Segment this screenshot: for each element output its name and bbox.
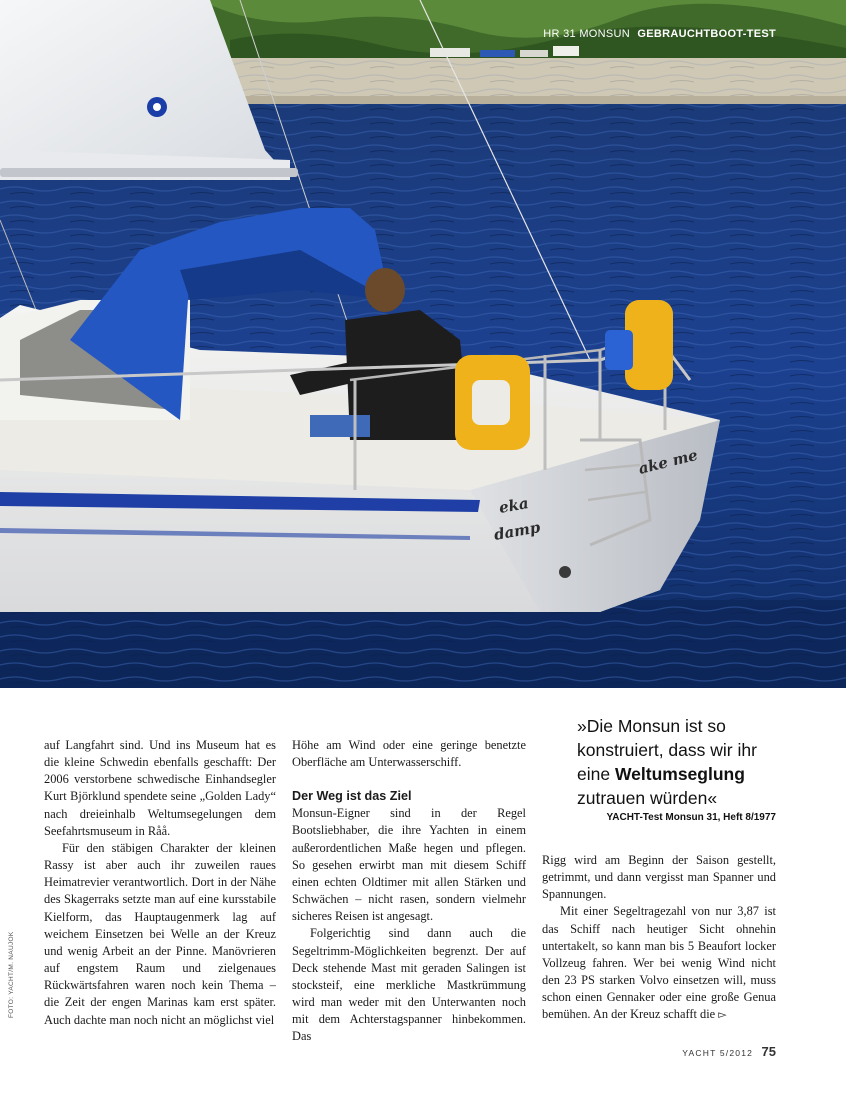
running-header <box>543 28 776 40</box>
stern-name-2: damp <box>492 518 542 544</box>
footer-magazine-issue: YACHT 5/2012 <box>682 1048 754 1058</box>
col2-paragraph-3: Folgerichtig sind dann auch die Segeltrimm-Möglichkeiten begrenzt. Der auf Deck stehende Mast mit geraden Salingen ist stocksteif, eine merkliche Mastkrümmung wird man weder mit den Unterwanten noch mit dem Achterstagspanner hinbekommen. Das <box>292 926 526 1044</box>
col2-paragraph-1: Höhe am Wind oder eine geringe benetzte Oberfläche am Unterwasserschiff. <box>292 738 526 770</box>
col3-paragraph-2 <box>542 903 776 1023</box>
col3-paragraph-1: Rigg wird am Beginn der Saison gestellt, getrimmt, und dann vergisst man Spanner und Spannungen. <box>542 853 776 902</box>
pull-quote-emphasis: Weltumseglung <box>614 764 745 784</box>
page-number: 75 <box>761 1044 776 1059</box>
text-column-3 <box>542 852 776 1024</box>
pull-quote <box>577 714 787 810</box>
text-column-1 <box>44 737 276 1029</box>
stern-name-1: eka <box>497 494 530 517</box>
col2-paragraph-2: Monsun-Eigner sind in der Regel Bootsliebhaber, die ihre Yachten in einem außerordentlichen Maße hegen und pflegen. So gesehen erwirbt man mit diesem Schiff einen echten Oldtimer mit allen Stärken und Schwächen – nicht rasen, sondern vielmehr sicheres Reisen ist angesagt. <box>292 806 526 924</box>
section-subhead: Der Weg ist das Ziel <box>292 789 412 804</box>
page-footer <box>682 1043 776 1061</box>
pull-quote-open: »Die Monsun ist so konstruiert, dass wir ihr eine <box>577 716 757 784</box>
header-boat-name: HR 31 MONSUN <box>543 28 631 40</box>
pull-quote-source: YACHT-Test Monsun 31, Heft 8/1977 <box>606 812 776 823</box>
col1-paragraph-1: auf Langfahrt sind. Und ins Museum hat es die kleine Schwedin ebenfalls geschafft: Der 2006 verstorbene schwedische Einhandsegler Kurt Björklund spendete seine „Golden Lady“ nach dreieinhalb Weltumsegelungen dem Seefahrtsmuseum in Råå. <box>44 738 276 838</box>
stern-name-3: ake me <box>636 445 700 478</box>
photo-credit: FOTO: YACHT/M. NAUJOK <box>8 931 15 1018</box>
header-section-tag: GEBRAUCHTBOOT-TEST <box>637 28 776 40</box>
col1-paragraph-2: Für den stäbigen Charakter der kleinen Rassy ist aber auch ihr zuweilen raues Heimatrevier verantwortlich. Dort in der Nähe des Skagerraks setzte man auf eine kursstabile Kielform, das Hauptaugenmerk lag auf weichem Einsetzen bei Welle an der Kreuz und wenig Arbeit an der Pinne. Manövrieren auf engstem Raum und zielgenaues Rückwärtsfahren waren noch kein Thema – die Zeit der engen Marinas kam erst später. Auch dachte man noch nicht an möglichst viel <box>44 840 276 1027</box>
col3-paragraph-2-text: Mit einer Segeltragezahl von nur 3,87 ist das Schiff nach heutiger Sicht ohnehin untertakelt, so kann man bis 5 Beaufort locker Vollzeug fahren. Wer bei wenig Wind nicht den 23 PS starken Volvo einsetzen will, muss schon einen Gennaker oder eine große Genua bemühen. An der Kreuz schafft die <box>542 904 776 1022</box>
pull-quote-close: zutrauen würden« <box>577 788 718 808</box>
continue-arrow-icon: ▻ <box>718 1008 727 1022</box>
text-column-2 <box>292 737 526 1046</box>
